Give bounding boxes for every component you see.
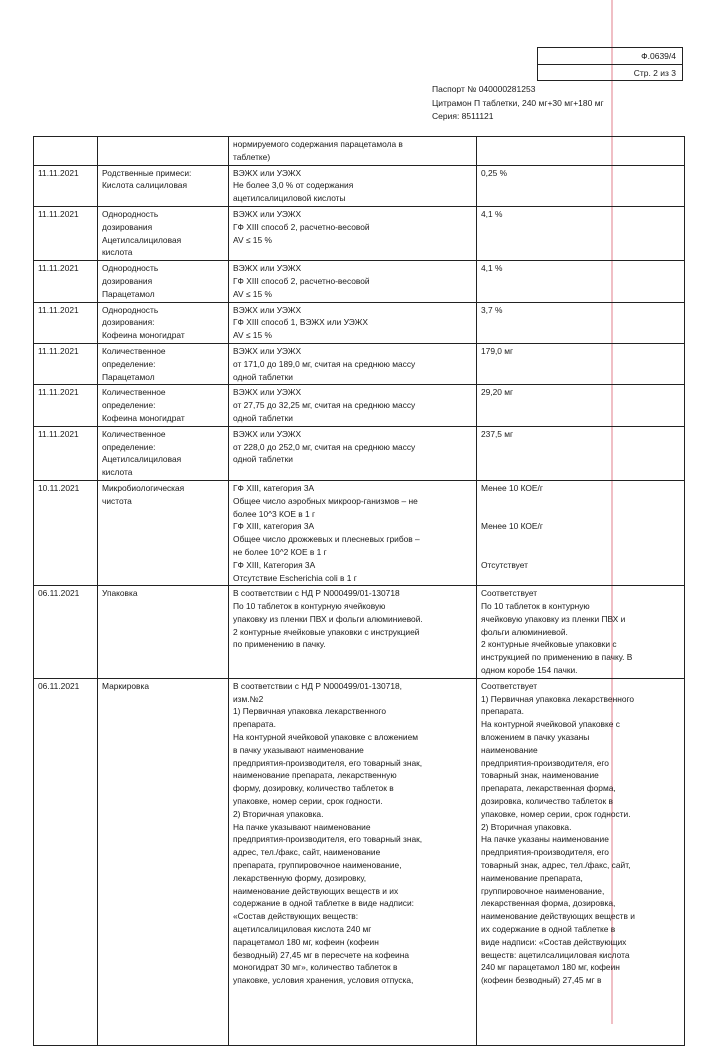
cell-date: 10.11.2021 [34, 480, 98, 585]
table-row [34, 385, 685, 426]
cell-indicator: Микробиологическая чистота [98, 480, 229, 585]
cell-indicator: Однородность дозирования Парацетамол [98, 261, 229, 302]
cell-result: 3,7 % [477, 302, 685, 343]
cell-date: 11.11.2021 [34, 261, 98, 302]
cell-indicator: Однородность дозирования Ацетилсалициловая кислота [98, 206, 229, 260]
series-number: Серия: 8511121 [432, 111, 494, 121]
table-row [34, 206, 685, 260]
cell-requirement: В соответствии с НД Р N000499/01-130718, изм.№2 1) Первичная упаковка лекарственного препарата. На контурной ячейковой упаковке с вложением в пачку указывают наименование предприятия-производителя, его товарный знак, наименование препарата, лекарственную форму, дозировку, количество таблеток в упаковке, номер серии, срок годности. 2) Вторичная упаковка. На пачке указывают наименование предприятия-производителя, его товарный знак, адрес, тел./факс, сайт, наименование препарата, группировочное наименование, лекарственную форму, дозировку, наименование действующих веществ и их содержание в одной таблетке в виде надписи: «Состав действующих веществ: ацетилсалициловая кислота 240 мг парацетамол 180 мг, кофеин (кофеин безводный) 27,45 мг в пересчете на кофеина моногидрат 30 мг», количество таблеток в упаковке, условия хранения, условия отпуска, [229, 678, 477, 1045]
cell-indicator: Родственные примеси: Кислота салициловая [98, 165, 229, 206]
cell-date: 11.11.2021 [34, 385, 98, 426]
cell-requirement: нормируемого содержания парацетамола в таблетке) [229, 137, 477, 166]
cell-requirement: ВЭЖХ или УЭЖХ ГФ XIII способ 2, расчетно-весовой AV ≤ 15 % [229, 206, 477, 260]
table-row [34, 678, 685, 1045]
cell-result: Соответствует По 10 таблеток в контурную ячейковую упаковку из пленки ПВХ и фольги алюминиевой. 2 контурные ячейковые упаковки с инструкцией по применению в пачку. В одном коробе 154 пачки. [477, 586, 685, 679]
cell-indicator: Однородность дозирования: Кофеина моногидрат [98, 302, 229, 343]
cell-indicator: Количественное определение: Кофеина моногидрат [98, 385, 229, 426]
cell-indicator [98, 137, 229, 166]
cell-requirement: ВЭЖХ или УЭЖХ ГФ XIII способ 1, ВЭЖХ или УЭЖХ AV ≤ 15 % [229, 302, 477, 343]
cell-requirement: ВЭЖХ или УЭЖХ ГФ XIII способ 2, расчетно-весовой AV ≤ 15 % [229, 261, 477, 302]
page-number: Стр. 2 из 3 [538, 64, 682, 80]
cell-requirement: ВЭЖХ или УЭЖХ от 27,75 до 32,25 мг, считая на среднюю массу одной таблетки [229, 385, 477, 426]
cell-result: 4,1 % [477, 206, 685, 260]
cell-indicator: Упаковка [98, 586, 229, 679]
product-name: Цитрамон П таблетки, 240 мг+30 мг+180 мг [432, 97, 604, 108]
cell-result: Менее 10 КОЕ/г Менее 10 КОЕ/г Отсутствует [477, 480, 685, 585]
cell-indicator: Количественное определение: Парацетамол [98, 343, 229, 384]
form-code: Ф.0639/4 [641, 51, 676, 61]
form-code-box [537, 47, 683, 81]
cell-result: Соответствует 1) Первичная упаковка лекарственного препарата. На контурной ячейковой упаковке с вложением в пачку указаны наименование предприятия-производителя, его товарный знак, наименование препарата, лекарственная форма, дозировка, количество таблеток в упаковке, номер серии, срок годности. 2) Вторичная упаковка. На пачке указаны наименование предприятия-производителя, его товарный знак, адрес, тел./факс, сайт, наименование препарата, группировочное наименование, лекарственная форма, дозировка, наименование действующих веществ и их содержание в одной таблетке в виде надписи: «Состав действующих веществ: ацетилсалициловая кислота 240 мг парацетамол 180 мг, кофеин (кофеин безводный) 27,45 мг в [477, 678, 685, 1045]
cell-indicator: Маркировка [98, 678, 229, 1045]
cell-date: 11.11.2021 [34, 165, 98, 206]
cell-date [34, 137, 98, 166]
cell-result [477, 137, 685, 166]
cell-date: 11.11.2021 [34, 302, 98, 343]
cell-requirement: ВЭЖХ или УЭЖХ Не более 3,0 % от содержания ацетилсалициловой кислоты [229, 165, 477, 206]
cell-date: 11.11.2021 [34, 343, 98, 384]
cell-result: 29,20 мг [477, 385, 685, 426]
cell-date: 11.11.2021 [34, 206, 98, 260]
cell-result: 0,25 % [477, 165, 685, 206]
cell-date: 06.11.2021 [34, 586, 98, 679]
passport-header [432, 83, 604, 124]
table-row [34, 426, 685, 480]
table-row [34, 261, 685, 302]
cell-date: 11.11.2021 [34, 426, 98, 480]
analysis-table [33, 136, 685, 1046]
cell-indicator: Количественное определение: Ацетилсалициловая кислота [98, 426, 229, 480]
table-row [34, 137, 685, 166]
cell-requirement: ГФ XIII, категория 3А Общее число аэробных микроор-ганизмов – не более 10^3 КОЕ в 1 г ГФ XIII, категория 3А Общее число дрожжевых и плесневых грибов – не более 10^2 КОЕ в 1 г ГФ XIII, Категория 3А Отсутствие Escherichia coli в 1 г [229, 480, 477, 585]
cell-result: 179,0 мг [477, 343, 685, 384]
table-row [34, 343, 685, 384]
table-row [34, 302, 685, 343]
cell-result: 4,1 % [477, 261, 685, 302]
cell-requirement: ВЭЖХ или УЭЖХ от 228,0 до 252,0 мг, считая на среднюю массу одной таблетки [229, 426, 477, 480]
table-row [34, 165, 685, 206]
table-row [34, 586, 685, 679]
cell-result: 237,5 мг [477, 426, 685, 480]
cell-requirement: В соответствии с НД Р N000499/01-130718 По 10 таблеток в контурную ячейковую упаковку из пленки ПВХ и фольги алюминиевой. 2 контурные ячейковые упаковки с инструкцией по применению в пачку. [229, 586, 477, 679]
table-row [34, 480, 685, 585]
cell-requirement: ВЭЖХ или УЭЖХ от 171,0 до 189,0 мг, считая на среднюю массу одной таблетки [229, 343, 477, 384]
passport-number: Паспорт № 040000281253 [432, 84, 536, 94]
cell-date: 06.11.2021 [34, 678, 98, 1045]
